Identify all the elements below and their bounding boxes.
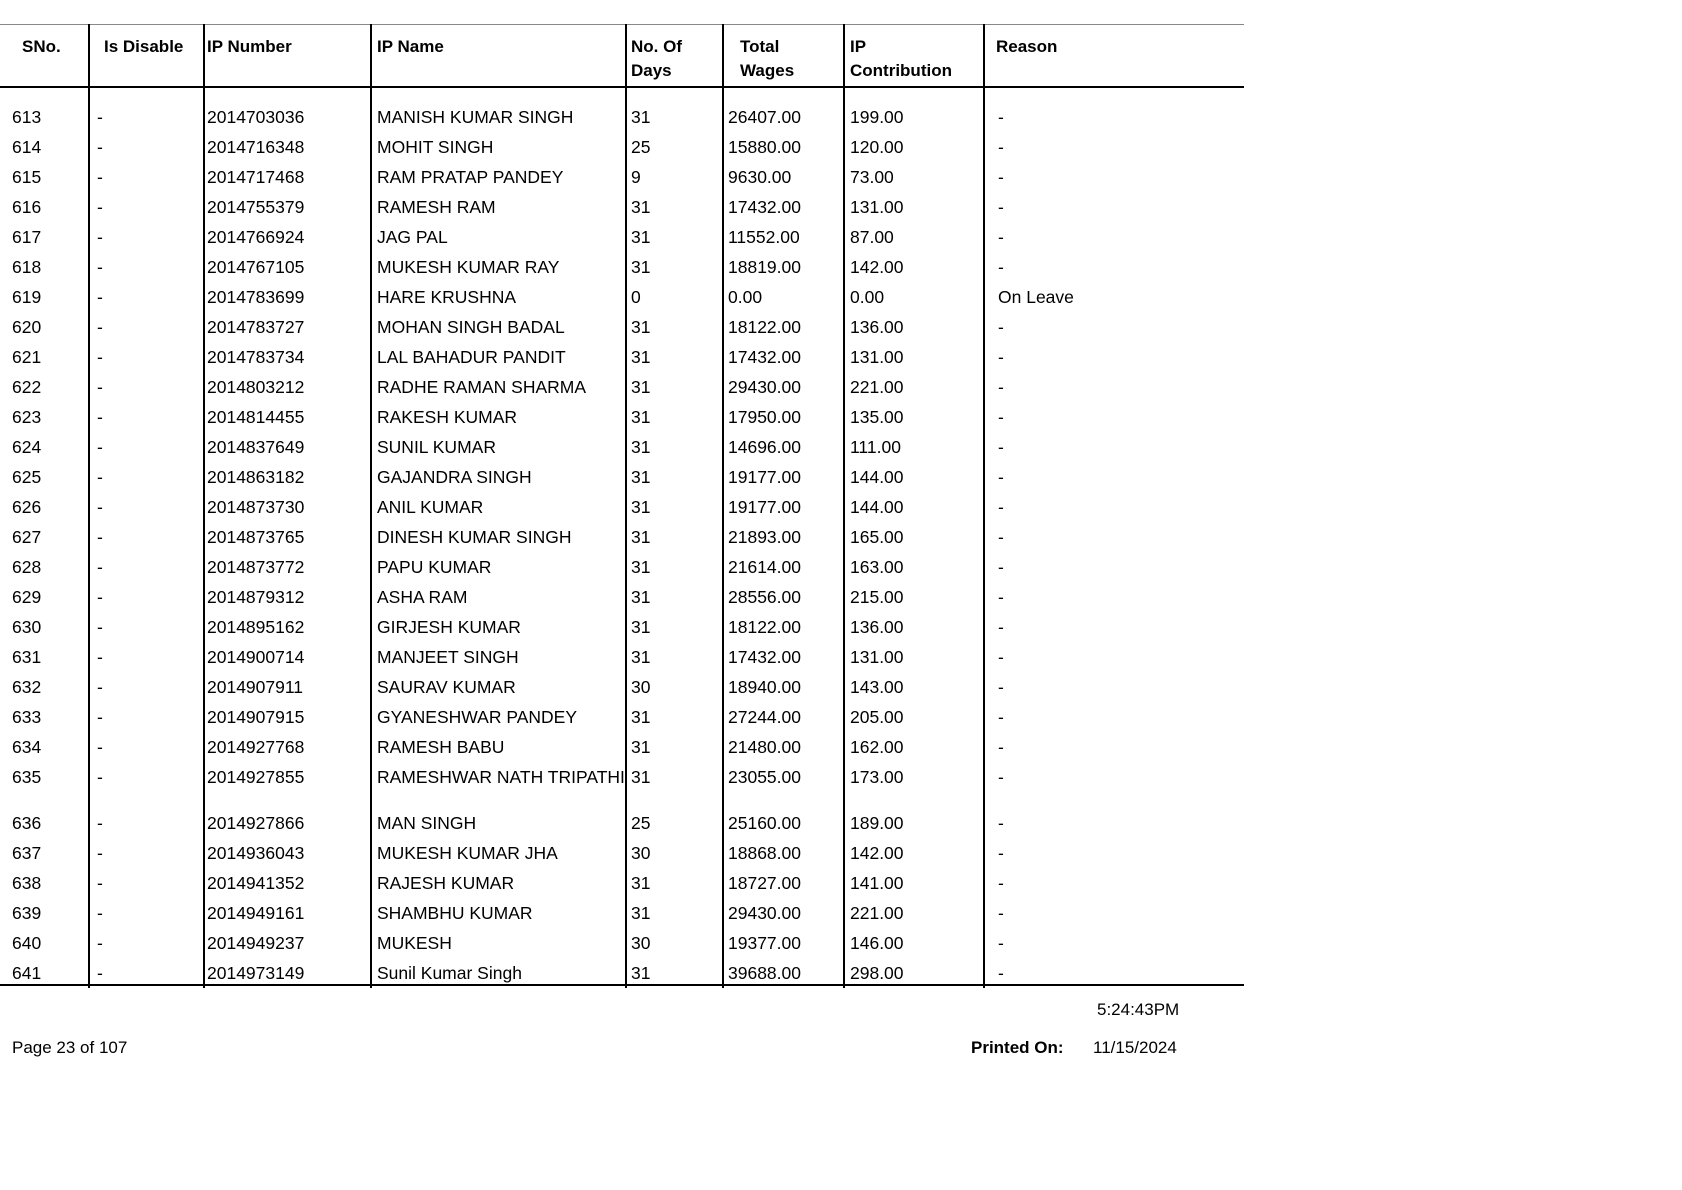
cell-ip-number: 2014814455 [207,407,305,427]
cell-is-disable: - [97,437,103,457]
cell-total-wages: 17432.00 [728,347,801,367]
cell-ip-contribution: 205.00 [850,707,904,727]
printed-on-date: 11/15/2024 [1093,1038,1177,1057]
table-row [0,932,1244,962]
cell-ip-contribution: 136.00 [850,317,904,337]
report-table [0,24,1244,986]
cell-reason: - [998,497,1004,517]
cell-reason: - [998,843,1004,863]
cell-reason: - [998,347,1004,367]
cell-ip-contribution: 199.00 [850,107,904,127]
cell-reason: - [998,527,1004,547]
cell-is-disable: - [97,843,103,863]
cell-sno: 640 [12,933,42,953]
cell-total-wages: 18868.00 [728,843,801,863]
cell-ip-name: GAJANDRA SINGH [377,467,532,487]
cell-is-disable: - [97,617,103,637]
cell-no-of-days: 25 [631,813,651,833]
cell-ip-contribution: 189.00 [850,813,904,833]
cell-no-of-days: 31 [631,227,651,247]
cell-ip-name: MOHAN SINGH BADAL [377,317,565,337]
cell-ip-number: 2014907911 [207,677,304,697]
cell-ip-number: 2014927768 [207,737,305,757]
cell-ip-contribution: 136.00 [850,617,904,637]
cell-is-disable: - [97,557,103,577]
cell-is-disable: - [97,767,103,787]
cell-is-disable: - [97,933,103,953]
cell-ip-number: 2014949161 [207,903,305,923]
cell-ip-number: 2014717468 [207,167,305,187]
cell-sno: 628 [12,557,42,577]
table-row [0,376,1244,406]
cell-ip-name: MANJEET SINGH [377,647,519,667]
table-row [0,902,1244,932]
table-row [0,736,1244,766]
header-no-of-days: No. Of Days [631,37,682,80]
cell-ip-name: MUKESH KUMAR JHA [377,843,558,863]
cell-is-disable: - [97,197,103,217]
cell-total-wages: 14696.00 [728,437,801,457]
cell-no-of-days: 31 [631,497,651,517]
table-row [0,106,1244,136]
cell-ip-number: 2014873765 [207,527,305,547]
cell-ip-contribution: 0.00 [850,287,885,307]
cell-ip-number: 2014927866 [207,813,305,833]
table-row [0,406,1244,436]
cell-is-disable: - [97,407,103,427]
cell-total-wages: 0.00 [728,287,763,307]
cell-sno: 625 [12,467,42,487]
cell-sno: 635 [12,767,42,787]
header-rule [0,86,1244,88]
cell-reason: - [998,707,1004,727]
cell-no-of-days: 30 [631,933,651,953]
cell-total-wages: 21614.00 [728,557,801,577]
cell-no-of-days: 31 [631,467,651,487]
cell-no-of-days: 31 [631,707,651,727]
cell-is-disable: - [97,377,103,397]
table-row [0,196,1244,226]
cell-ip-name: JAG PAL [377,227,448,247]
cell-is-disable: - [97,167,103,187]
cell-ip-name: RAKESH KUMAR [377,407,518,427]
cell-total-wages: 18727.00 [728,873,801,893]
header-total-wages: Total Wages [740,37,795,80]
table-row [0,316,1244,346]
cell-is-disable: - [97,707,103,727]
cell-ip-number: 2014873730 [207,497,305,517]
cell-sno: 614 [12,137,42,157]
cell-ip-number: 2014703036 [207,107,305,127]
table-row [0,136,1244,166]
cell-sno: 632 [12,677,42,697]
cell-total-wages: 39688.00 [728,963,801,983]
cell-is-disable: - [97,587,103,607]
cell-reason: - [998,737,1004,757]
cell-ip-contribution: 221.00 [850,377,904,397]
cell-is-disable: - [97,347,103,367]
cell-sno: 639 [12,903,42,923]
table-row [0,842,1244,872]
cell-is-disable: - [97,873,103,893]
header-ip-name: IP Name [377,37,444,56]
table-row [0,466,1244,496]
cell-sno: 638 [12,873,42,893]
header-ip-number: IP Number [207,37,292,56]
cell-no-of-days: 25 [631,137,651,157]
cell-ip-name: HARE KRUSHNA [377,287,517,307]
cell-ip-number: 2014873772 [207,557,305,577]
cell-ip-number: 2014927855 [207,767,305,787]
cell-sno: 617 [12,227,42,247]
cell-is-disable: - [97,963,103,983]
cell-ip-contribution: 111.00 [850,437,901,457]
table-body [0,106,1244,992]
cell-total-wages: 19177.00 [728,467,801,487]
cell-ip-number: 2014783727 [207,317,305,337]
table-row [0,256,1244,286]
table-row [0,586,1244,616]
cell-ip-contribution: 165.00 [850,527,904,547]
cell-sno: 620 [12,317,42,337]
cell-total-wages: 11552.00 [728,227,800,247]
cell-total-wages: 18819.00 [728,257,801,277]
cell-reason: - [998,767,1004,787]
cell-is-disable: - [97,737,103,757]
cell-is-disable: - [97,813,103,833]
cell-reason: - [998,167,1004,187]
page-number: Page 23 of 107 [12,1038,128,1057]
cell-reason: - [998,407,1004,427]
cell-ip-number: 2014941352 [207,873,305,893]
cell-no-of-days: 31 [631,317,651,337]
cell-ip-contribution: 142.00 [850,257,904,277]
cell-ip-contribution: 144.00 [850,497,904,517]
cell-total-wages: 28556.00 [728,587,801,607]
cell-no-of-days: 31 [631,737,651,757]
cell-ip-number: 2014837649 [207,437,305,457]
cell-total-wages: 9630.00 [728,167,792,187]
cell-total-wages: 26407.00 [728,107,801,127]
cell-ip-number: 2014879312 [207,587,305,607]
cell-ip-number: 2014936043 [207,843,305,863]
cell-total-wages: 17950.00 [728,407,801,427]
cell-is-disable: - [97,287,103,307]
cell-total-wages: 23055.00 [728,767,801,787]
cell-no-of-days: 31 [631,617,651,637]
printed-on-label: Printed On: [971,1038,1064,1057]
cell-total-wages: 18122.00 [728,617,801,637]
table-row [0,496,1244,526]
header-sno: SNo. [22,37,61,56]
cell-ip-name: Sunil Kumar Singh [377,963,522,983]
cell-reason: - [998,903,1004,923]
cell-ip-contribution: 141.00 [850,873,904,893]
cell-ip-number: 2014803212 [207,377,305,397]
cell-no-of-days: 31 [631,587,651,607]
cell-no-of-days: 31 [631,767,651,787]
cell-ip-name: RAM PRATAP PANDEY [377,167,564,187]
cell-reason: - [998,933,1004,953]
table-row [0,436,1244,466]
cell-is-disable: - [97,527,103,547]
cell-ip-contribution: 135.00 [850,407,904,427]
cell-sno: 636 [12,813,42,833]
cell-ip-name: SHAMBHU KUMAR [377,903,533,923]
cell-reason: - [998,227,1004,247]
cell-reason: - [998,873,1004,893]
cell-ip-name: PAPU KUMAR [377,557,492,577]
table-row [0,812,1244,842]
cell-total-wages: 21480.00 [728,737,801,757]
cell-ip-name: ASHA RAM [377,587,468,607]
cell-sno: 616 [12,197,42,217]
cell-ip-name: DINESH KUMAR SINGH [377,527,572,547]
cell-no-of-days: 0 [631,287,641,307]
cell-reason: - [998,437,1004,457]
cell-reason: - [998,257,1004,277]
table-row [0,962,1244,992]
cell-ip-number: 2014907915 [207,707,305,727]
cell-reason: - [998,137,1004,157]
table-row [0,872,1244,902]
cell-ip-name: GYANESHWAR PANDEY [377,707,577,727]
cell-reason: On Leave [998,287,1074,307]
cell-sno: 621 [12,347,42,367]
cell-ip-contribution: 73.00 [850,167,894,187]
cell-sno: 626 [12,497,42,517]
header-is-disable: Is Disable [104,37,184,56]
cell-no-of-days: 31 [631,903,651,923]
cell-reason: - [998,317,1004,337]
cell-sno: 615 [12,167,42,187]
cell-no-of-days: 31 [631,347,651,367]
cell-is-disable: - [97,677,103,697]
table-row [0,226,1244,256]
cell-total-wages: 18940.00 [728,677,801,697]
cell-ip-contribution: 131.00 [850,197,904,217]
cell-ip-contribution: 163.00 [850,557,904,577]
cell-ip-number: 2014783734 [207,347,305,367]
cell-ip-name: MOHIT SINGH [377,137,494,157]
cell-no-of-days: 31 [631,197,651,217]
table-row [0,286,1244,316]
table-top-rule [0,24,1244,25]
cell-ip-name: RAMESHWAR NATH TRIPATHI [377,767,625,787]
cell-total-wages: 29430.00 [728,377,801,397]
cell-ip-number: 2014716348 [207,137,305,157]
cell-is-disable: - [97,257,103,277]
cell-ip-name: MANISH KUMAR SINGH [377,107,574,127]
cell-total-wages: 29430.00 [728,903,801,923]
cell-reason: - [998,617,1004,637]
cell-sno: 622 [12,377,42,397]
cell-reason: - [998,647,1004,667]
table-row [0,766,1244,812]
cell-ip-number: 2014755379 [207,197,305,217]
cell-no-of-days: 31 [631,873,651,893]
cell-ip-name: LAL BAHADUR PANDIT [377,347,566,367]
cell-sno: 613 [12,107,42,127]
cell-no-of-days: 31 [631,107,651,127]
header-reason: Reason [996,37,1058,56]
cell-ip-name: GIRJESH KUMAR [377,617,521,637]
cell-ip-number: 2014949237 [207,933,305,953]
cell-ip-number: 2014766924 [207,227,305,247]
cell-reason: - [998,197,1004,217]
cell-reason: - [998,557,1004,577]
cell-ip-contribution: 144.00 [850,467,904,487]
cell-ip-name: MAN SINGH [377,813,477,833]
cell-sno: 641 [12,963,42,983]
cell-total-wages: 25160.00 [728,813,801,833]
cell-total-wages: 17432.00 [728,197,801,217]
cell-no-of-days: 31 [631,257,651,277]
cell-ip-name: ANIL KUMAR [377,497,484,517]
cell-no-of-days: 31 [631,407,651,427]
cell-total-wages: 27244.00 [728,707,801,727]
cell-is-disable: - [97,137,103,157]
cell-no-of-days: 30 [631,677,651,697]
table-row [0,646,1244,676]
cell-sno: 630 [12,617,42,637]
cell-is-disable: - [97,903,103,923]
cell-ip-contribution: 215.00 [850,587,904,607]
cell-sno: 627 [12,527,42,547]
table-row [0,166,1244,196]
cell-ip-number: 2014783699 [207,287,305,307]
cell-reason: - [998,467,1004,487]
table-row [0,706,1244,736]
cell-ip-number: 2014895162 [207,617,305,637]
cell-is-disable: - [97,317,103,337]
cell-ip-number: 2014973149 [207,963,305,983]
cell-sno: 629 [12,587,42,607]
cell-reason: - [998,813,1004,833]
cell-ip-name: SUNIL KUMAR [377,437,496,457]
cell-ip-contribution: 142.00 [850,843,904,863]
cell-no-of-days: 30 [631,843,651,863]
cell-no-of-days: 31 [631,437,651,457]
cell-no-of-days: 31 [631,963,651,983]
table-row [0,346,1244,376]
cell-is-disable: - [97,107,103,127]
cell-ip-number: 2014863182 [207,467,305,487]
cell-ip-contribution: 131.00 [850,647,904,667]
print-time: 5:24:43PM [1097,1000,1180,1019]
cell-total-wages: 17432.00 [728,647,801,667]
cell-ip-name: SAURAV KUMAR [377,677,516,697]
cell-sno: 633 [12,707,42,727]
cell-sno: 619 [12,287,42,307]
cell-ip-name: RADHE RAMAN SHARMA [377,377,587,397]
cell-sno: 623 [12,407,42,427]
table-row [0,556,1244,586]
cell-no-of-days: 31 [631,377,651,397]
cell-total-wages: 15880.00 [728,137,801,157]
cell-sno: 634 [12,737,42,757]
cell-ip-contribution: 87.00 [850,227,894,247]
cell-is-disable: - [97,227,103,247]
cell-ip-contribution: 146.00 [850,933,904,953]
cell-total-wages: 18122.00 [728,317,801,337]
cell-is-disable: - [97,497,103,517]
cell-ip-name: RAJESH KUMAR [377,873,515,893]
table-row [0,676,1244,706]
header-ip-contribution: IP Contribution [850,37,952,80]
cell-ip-number: 2014900714 [207,647,305,667]
cell-ip-contribution: 221.00 [850,903,904,923]
cell-is-disable: - [97,647,103,667]
cell-no-of-days: 31 [631,557,651,577]
cell-sno: 624 [12,437,42,457]
table-row [0,526,1244,556]
cell-ip-contribution: 298.00 [850,963,904,983]
cell-sno: 631 [12,647,42,667]
cell-ip-contribution: 162.00 [850,737,904,757]
cell-total-wages: 21893.00 [728,527,801,547]
cell-reason: - [998,677,1004,697]
table-row [0,616,1244,646]
cell-ip-name: MUKESH [377,933,452,953]
cell-ip-name: RAMESH RAM [377,197,496,217]
cell-ip-name: MUKESH KUMAR RAY [377,257,560,277]
cell-total-wages: 19177.00 [728,497,801,517]
cell-is-disable: - [97,467,103,487]
cell-reason: - [998,377,1004,397]
cell-reason: - [998,107,1004,127]
cell-ip-name: RAMESH BABU [377,737,505,757]
cell-no-of-days: 31 [631,527,651,547]
cell-no-of-days: 31 [631,647,651,667]
cell-ip-contribution: 173.00 [850,767,904,787]
cell-ip-contribution: 131.00 [850,347,904,367]
cell-no-of-days: 9 [631,167,641,187]
cell-total-wages: 19377.00 [728,933,801,953]
cell-ip-contribution: 143.00 [850,677,904,697]
cell-ip-number: 2014767105 [207,257,305,277]
cell-reason: - [998,587,1004,607]
cell-sno: 637 [12,843,42,863]
cell-reason: - [998,963,1004,983]
cell-sno: 618 [12,257,42,277]
cell-ip-contribution: 120.00 [850,137,904,157]
